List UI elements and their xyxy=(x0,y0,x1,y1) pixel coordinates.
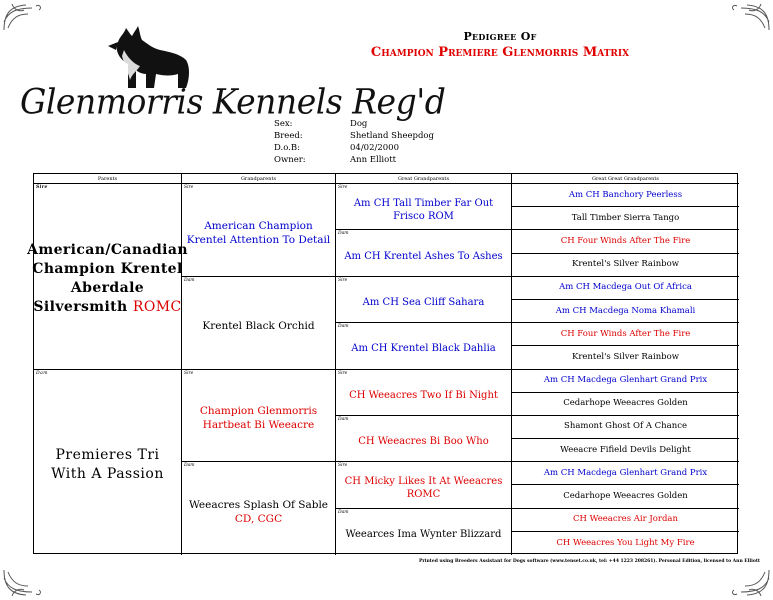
dog-entry-name: CH Weeacres Bi Boo Who xyxy=(358,436,489,448)
dog-entry xyxy=(363,296,485,309)
great-great-grandparents-cell xyxy=(512,439,739,462)
great-great-grandparents-cell xyxy=(512,393,739,416)
great-grandparents-cell xyxy=(336,277,512,323)
great-great-grandparents-cell xyxy=(512,532,739,555)
great-grandparents-cell xyxy=(336,370,512,416)
info-value: Ann Elliott xyxy=(350,155,397,165)
great-great-grandparents-cell xyxy=(512,254,739,277)
footer-credit: Printed using Breeders Assistant for Dogs software (www.tenset.co.uk, tel: +44 1223 208261). Personal Edition, licensed to Ann Elliott xyxy=(419,559,760,564)
parents-cell xyxy=(27,184,188,370)
dog-entry-name: American/Canadian Champion Krentel Aberdale Silversmith xyxy=(27,242,188,316)
info-row-sex xyxy=(274,118,434,130)
dog-entry-title-suffix: ROM xyxy=(427,210,454,222)
dog-entry-name: Am CH Macdega Noma Khamali xyxy=(555,305,696,316)
dog-entry xyxy=(544,468,707,479)
dog-entry-name: Am CH Sea Cliff Sahara xyxy=(362,296,485,308)
great-great-grandparents-cell xyxy=(512,207,739,230)
dog-entry-name: Am CH Tall Timber Far Out Frisco xyxy=(353,197,494,222)
dam-tag: Dam xyxy=(36,370,49,376)
info-label: Owner: xyxy=(274,155,306,165)
dog-entry xyxy=(561,329,691,340)
dog-entry xyxy=(27,241,188,317)
kennel-name: Glenmorris Kennels Reg'd xyxy=(20,81,446,122)
dog-entry-name: Am CH Macdega Glenhart Grand Prix xyxy=(543,375,708,386)
great-grandparents-cell xyxy=(336,509,512,555)
dog-entry-name: CH Weeacres Two If Bi Night xyxy=(349,389,498,401)
title-block xyxy=(350,30,650,60)
dog-name: Champion Premiere Glenmorris Matrix xyxy=(370,45,630,60)
sire-tag: Sire xyxy=(338,185,348,190)
column-header: Great Grandparents xyxy=(336,174,512,184)
dog-entry-name: CH Four Winds After The Fire xyxy=(560,328,691,339)
sire-tag: Sire xyxy=(338,277,348,283)
great-grandparents-cell xyxy=(336,230,512,276)
great-great-grandparents-cell xyxy=(512,277,739,300)
dog-entry-name: CH Four Winds After The Fire xyxy=(560,235,691,246)
great-great-grandparents-cell xyxy=(512,346,739,369)
dog-entry-name: Am CH Krentel Black Dahlia xyxy=(351,343,496,355)
corner-ornament-icon xyxy=(727,568,771,598)
dog-entry xyxy=(560,445,691,456)
dog-entry-name: Weearces Ima Wynter Blizzard xyxy=(345,529,502,541)
dog-entry xyxy=(349,389,498,402)
dog-entry-name: Tall Timber Sierra Tango xyxy=(571,212,680,223)
dog-entry-name: Am CH Krentel Ashes To Ashes xyxy=(344,250,503,262)
info-value: Dog xyxy=(350,119,368,129)
dog-entry-name: Am CH Macdega Out Of Africa xyxy=(559,282,692,293)
dog-entry xyxy=(563,491,688,502)
dam-tag: Dam xyxy=(184,463,195,469)
dog-entry xyxy=(564,421,687,432)
dog-entry xyxy=(184,404,333,432)
info-label: Breed: xyxy=(274,131,303,141)
dog-entry xyxy=(572,213,679,224)
dog-entry xyxy=(36,446,179,484)
dog-entry-name: Cedarhope Weeacres Golden xyxy=(563,398,688,409)
dog-entry xyxy=(338,475,509,501)
dog-entry xyxy=(184,219,333,247)
corner-ornament-icon xyxy=(2,568,46,598)
dog-info xyxy=(274,118,434,166)
dog-entry xyxy=(573,514,678,525)
dog-entry-name: Krentel's Silver Rainbow xyxy=(571,351,680,362)
info-label: D.o.B: xyxy=(274,143,300,153)
dog-entry xyxy=(202,319,314,333)
corner-ornament-icon xyxy=(727,2,771,32)
dog-entry-name: Premieres Tri With A Passion xyxy=(51,447,164,483)
dog-entry-name: CH Weeacres Air Jordan xyxy=(573,514,678,525)
dam-tag: Dam xyxy=(338,509,349,515)
great-grandparents-cell xyxy=(336,323,512,369)
grandparents-cell xyxy=(182,462,336,555)
dog-entry-title-suffix: CD, CGC xyxy=(234,512,283,525)
grandparents-cell xyxy=(182,370,336,463)
great-grandparents-cell xyxy=(336,184,512,230)
great-great-grandparents-cell xyxy=(512,416,739,439)
great-grandparents-cell xyxy=(336,416,512,462)
dam-tag: Dam xyxy=(338,416,349,422)
sire-tag: Sire xyxy=(36,185,48,190)
sire-tag: Sire xyxy=(184,185,194,190)
dam-tag: Dam xyxy=(338,231,349,237)
info-row-owner xyxy=(274,154,434,166)
dog-entry xyxy=(572,259,679,270)
dam-tag: Dam xyxy=(184,277,195,283)
dog-entry xyxy=(569,190,682,201)
dog-entry xyxy=(563,398,688,409)
sire-tag: Sire xyxy=(338,463,348,469)
dog-entry xyxy=(338,197,509,223)
dog-entry-name: Am CH Banchory Peerless xyxy=(568,189,683,200)
dog-entry-name: American Champion Krentel Attention To Detail xyxy=(186,219,331,246)
info-value: Shetland Sheepdog xyxy=(350,131,434,141)
dog-entry xyxy=(544,375,707,386)
dog-entry-name: Am CH Macdega Glenhart Grand Prix xyxy=(543,467,708,478)
dog-entry-name: CH Weeacres You Light My Fire xyxy=(556,537,695,548)
column-header: Parents xyxy=(34,174,182,184)
great-great-grandparents-cell xyxy=(512,230,739,253)
sire-tag: Sire xyxy=(338,370,348,376)
dog-entry xyxy=(346,528,502,541)
dog-entry xyxy=(556,538,694,549)
dog-entry-name: CH Micky Likes It At Weeacres xyxy=(344,475,503,487)
great-great-grandparents-cell xyxy=(512,485,739,508)
great-great-grandparents-cell xyxy=(512,323,739,346)
great-great-grandparents-cell xyxy=(512,462,739,485)
great-grandparents-cell xyxy=(336,462,512,508)
dog-entry-name: Cedarhope Weeacres Golden xyxy=(563,491,688,502)
sire-tag: Sire xyxy=(184,370,194,376)
column-header: Great Great Grandparents xyxy=(512,174,739,184)
dog-entry-name: Krentel's Silver Rainbow xyxy=(571,259,680,270)
info-value: 04/02/2000 xyxy=(350,143,399,153)
dog-entry-name: Champion Glenmorris Hartbeat Bi Weeacre xyxy=(199,405,318,432)
pedigree-grid xyxy=(27,173,738,554)
dog-entry xyxy=(351,342,495,355)
dam-tag: Dam xyxy=(338,324,349,330)
dog-entry-name: Weeacres Splash Of Sable xyxy=(188,498,329,511)
info-row-breed xyxy=(274,130,434,142)
dog-entry-name: Krentel Black Orchid xyxy=(202,319,315,332)
great-great-grandparents-cell xyxy=(512,300,739,323)
great-great-grandparents-cell xyxy=(512,509,739,532)
grandparents-cell xyxy=(182,184,336,277)
dog-entry xyxy=(572,352,679,363)
dog-entry xyxy=(358,435,488,448)
great-great-grandparents-cell xyxy=(512,370,739,393)
parents-cell xyxy=(34,370,182,556)
dog-entry xyxy=(556,306,696,317)
info-row-dob xyxy=(274,142,434,154)
dog-entry-title-suffix: ROMC xyxy=(406,488,441,500)
pedigree-heading: Pedigree Of xyxy=(463,30,537,43)
dog-entry-name: Weeacre Fifield Devils Delight xyxy=(560,444,691,455)
great-great-grandparents-cell xyxy=(512,184,739,207)
dog-entry xyxy=(344,250,502,263)
dog-entry xyxy=(561,236,691,247)
column-header: Grandparents xyxy=(182,174,336,184)
dog-entry xyxy=(184,498,333,526)
grandparents-cell xyxy=(182,277,336,370)
dog-entry-title-suffix: ROMC xyxy=(132,299,182,316)
info-label: Sex: xyxy=(274,119,293,129)
dog-entry-name: Shamont Ghost Of A Chance xyxy=(564,421,687,432)
dog-entry xyxy=(559,282,692,293)
